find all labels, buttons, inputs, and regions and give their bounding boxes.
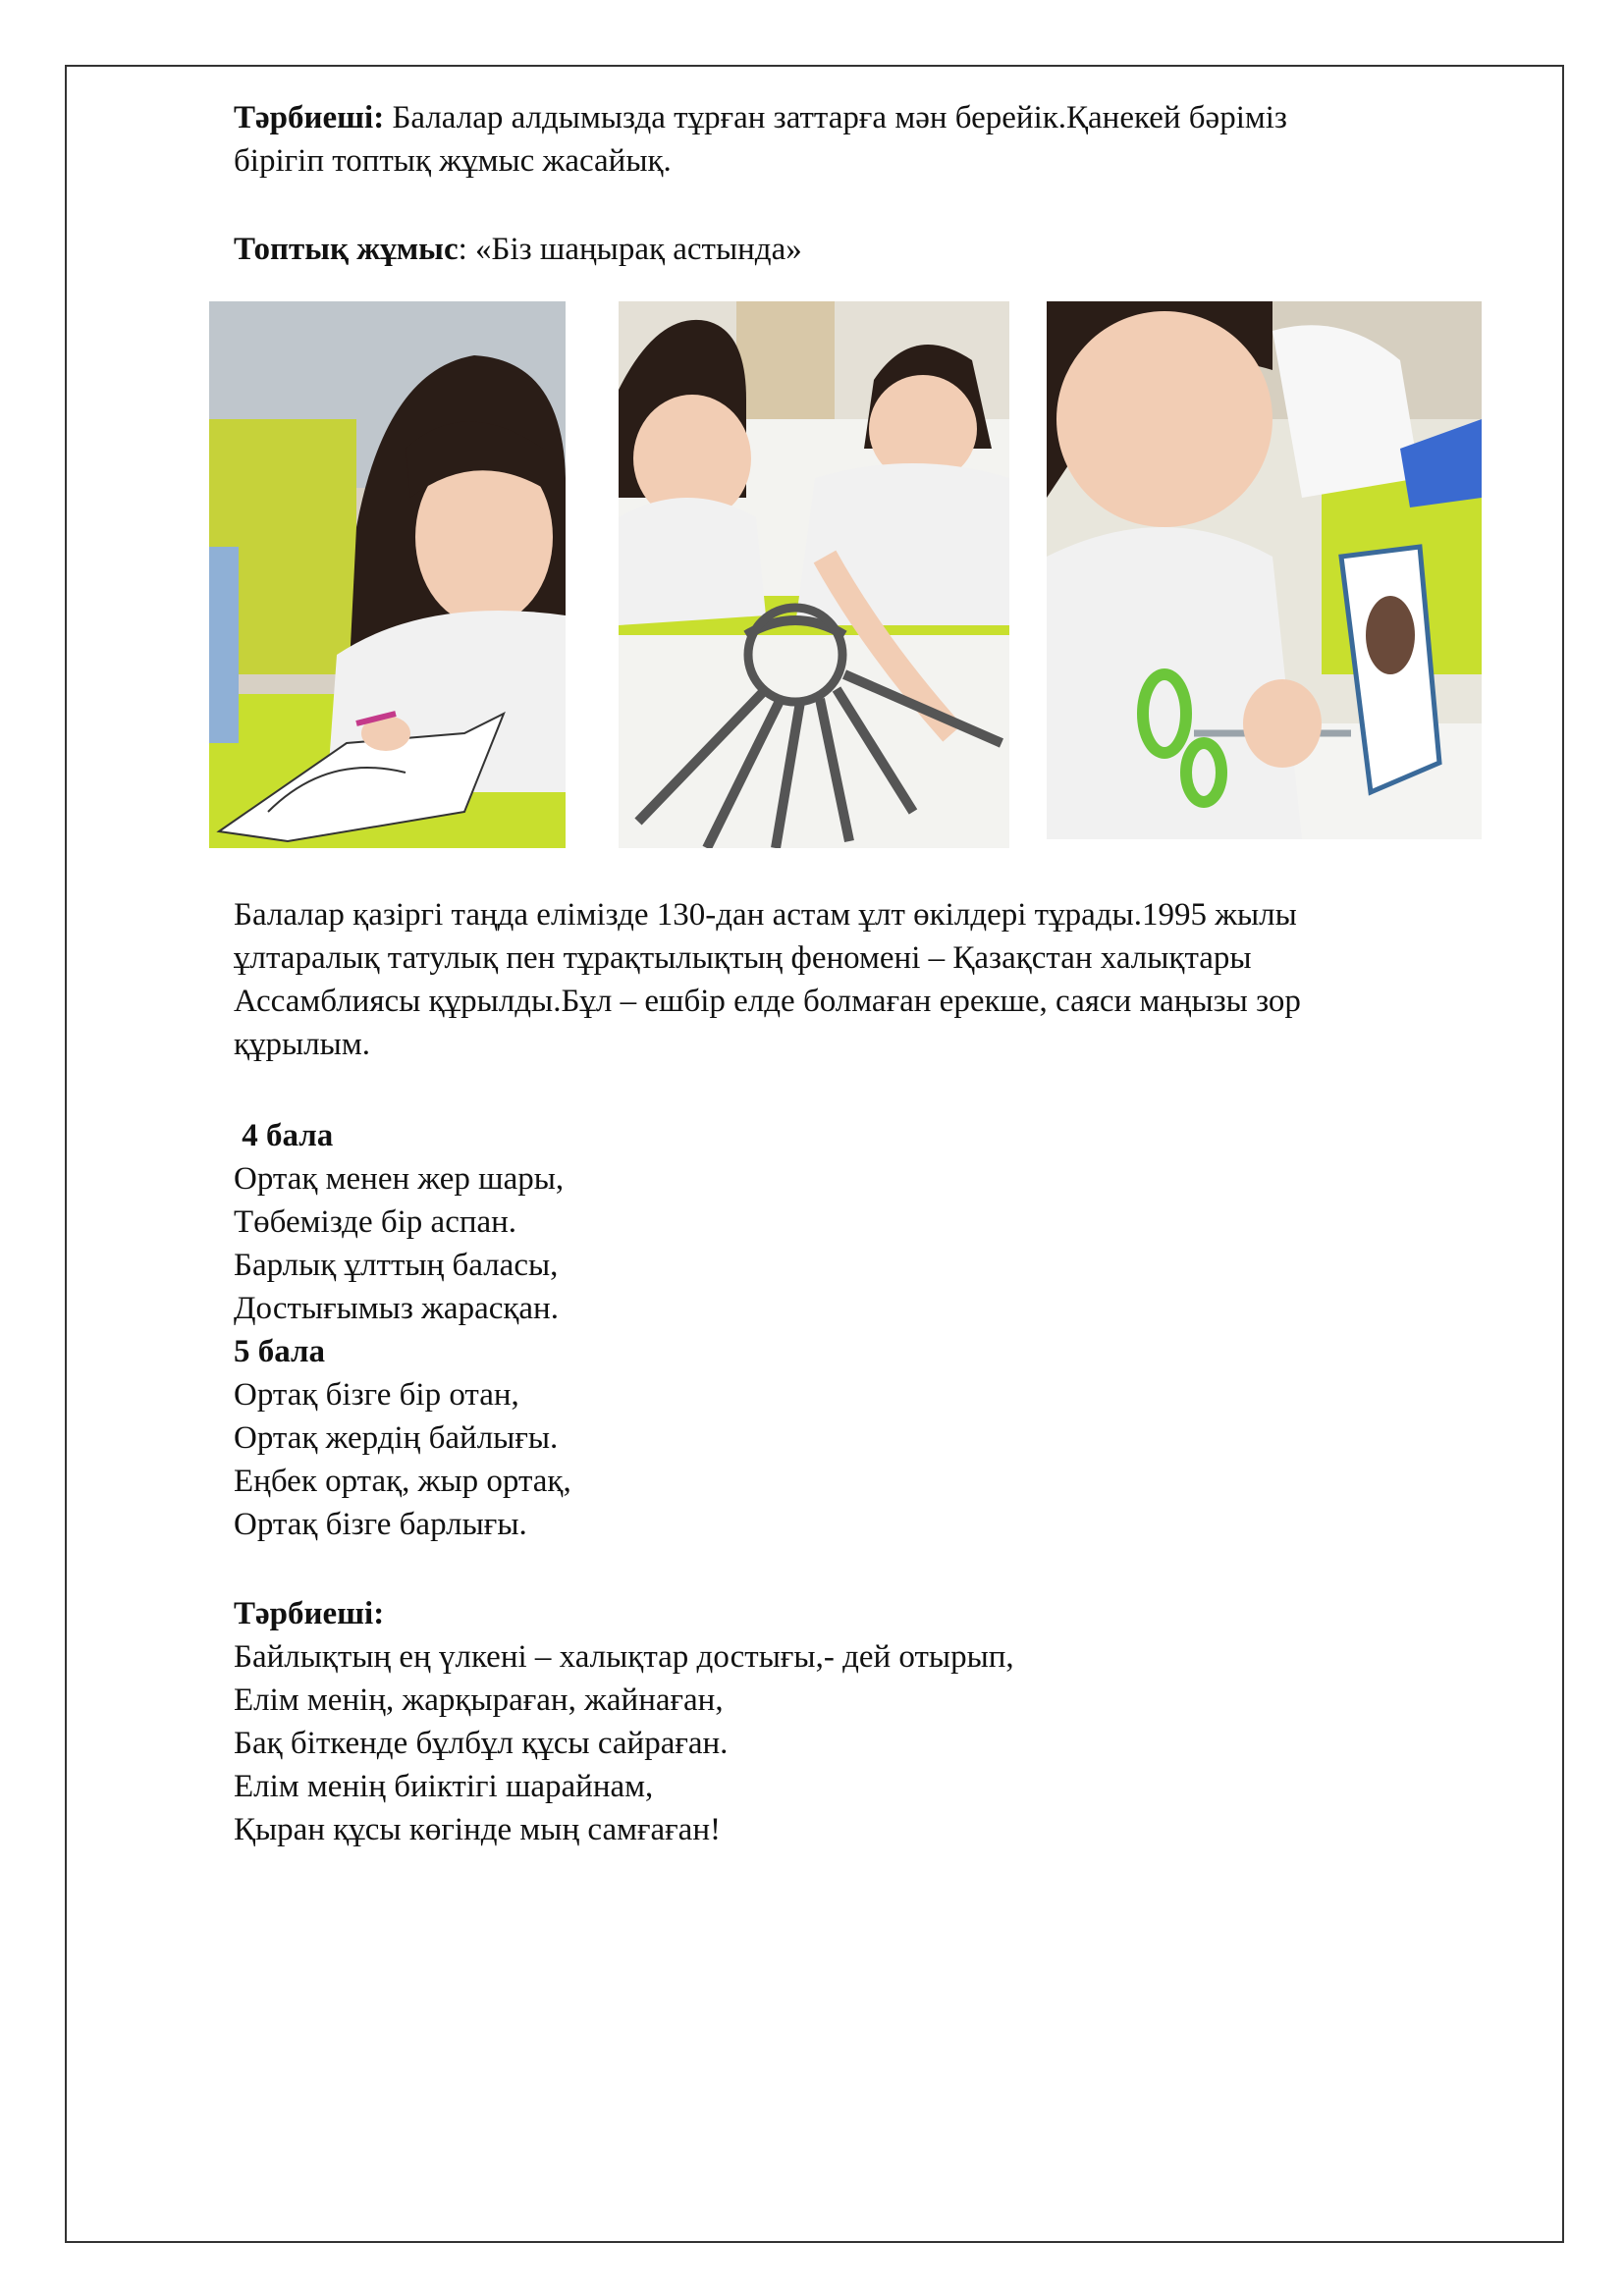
poem-4-line: Достығымыз жарасқан.: [234, 1291, 559, 1326]
poem-5-line: Ортақ бізге барлығы.: [234, 1507, 527, 1542]
paragraph-line-3: Ассамблиясы құрылды.Бұл – ешбір елде болмаған ерекше, саяси маңызы зор: [234, 984, 1301, 1019]
group-work-label: Топтық жұмыс: [234, 232, 459, 267]
teacher-line: Бақ біткенде бұлбұл құсы сайраған.: [234, 1726, 729, 1761]
paragraph-line-4: құрылым.: [234, 1027, 370, 1062]
teacher-line: Байлықтың ең үлкені – халықтар достығы,- дей отырып,: [234, 1639, 1014, 1675]
intro-paragraph: [234, 96, 1510, 183]
speaker-label: Тәрбиеші:: [234, 100, 385, 135]
child-cutting-paper-bird-photo: [209, 301, 566, 848]
group-work-heading: [234, 228, 1510, 271]
poem-5-label: 5 бала: [234, 1334, 326, 1369]
paragraph-line-1: Балалар қазіргі таңда елімізде 130-дан астам ұлт өкілдері тұрады.1995 жылы: [234, 897, 1297, 933]
poem-5-line: Ортақ жердің байлығы.: [234, 1420, 559, 1456]
child-cutting-with-green-scissors-photo: [1047, 301, 1482, 839]
intro-text-1: Балалар алдымызда тұрған заттарға мән берейік.Қанекей бәріміз: [384, 100, 1287, 135]
intro-line-2: бірігіп топтық жұмыс жасайық.: [234, 143, 672, 179]
poem-4-line: Барлық ұлттың баласы,: [234, 1248, 559, 1283]
intro-line-1: [234, 96, 1510, 139]
children-making-shanyrak-photo: [619, 301, 1009, 848]
teacher-label: Тәрбиеші:: [234, 1596, 385, 1631]
group-work-title: : «Біз шаңырақ астында»: [458, 232, 802, 267]
poem-5-block: [234, 1330, 1510, 1546]
poem-4-line: Ортақ менен жер шары,: [234, 1161, 565, 1197]
poem-4-block: [234, 1114, 1510, 1330]
teacher-closing-block: [234, 1592, 1510, 1851]
teacher-line: Қыран құсы көгінде мың самғаған!: [234, 1812, 721, 1847]
paragraph-line-2: ұлтаралық татулық пен тұрақтылықтың феномені – Қазақстан халықтары: [234, 940, 1252, 976]
poem-5-line: Ортақ бізге бір отан,: [234, 1377, 519, 1413]
poem-4-line: Төбемізде бір аспан.: [234, 1204, 517, 1240]
history-paragraph: [234, 893, 1510, 1066]
poem-4-label: 4 бала: [234, 1118, 334, 1153]
teacher-line: Елім менің, жарқыраған, жайнаған,: [234, 1682, 724, 1718]
poem-5-line: Еңбек ортақ, жыр ортақ,: [234, 1464, 571, 1499]
teacher-line: Елім менің биіктігі шарайнам,: [234, 1769, 654, 1804]
